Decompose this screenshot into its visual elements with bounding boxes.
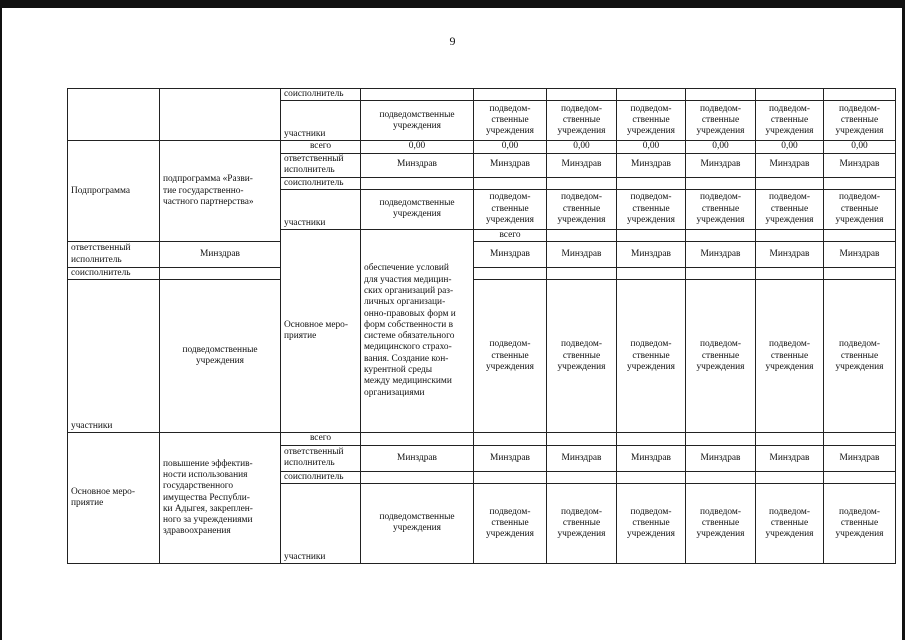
value-text-line: учреждения xyxy=(626,214,675,225)
value-text-line: учреждения xyxy=(195,356,244,367)
table-row xyxy=(68,280,896,433)
value-cell xyxy=(547,471,617,483)
value-text-line: учреждения xyxy=(626,529,675,540)
value-cell xyxy=(824,280,896,433)
value-minzdrav: Минздрав xyxy=(839,248,880,259)
value-cell xyxy=(474,445,547,471)
section-name xyxy=(160,141,281,242)
role-text-line: ответственный xyxy=(284,446,344,457)
role-uch xyxy=(281,483,361,563)
value-cell xyxy=(686,153,756,177)
value-text-line: учреждения xyxy=(557,214,606,225)
role-text-line: ответственный xyxy=(284,153,344,164)
value-text-line: учреждения xyxy=(835,214,884,225)
value-cell xyxy=(686,89,756,101)
value-cell xyxy=(474,471,547,483)
value-cell xyxy=(474,177,547,189)
value-cell xyxy=(617,268,686,280)
value-cell xyxy=(160,242,281,268)
name-line: личных организаци- xyxy=(364,297,446,308)
value-text-line: подведом- xyxy=(489,506,531,517)
type-line: приятие xyxy=(71,498,104,509)
value-text-line: подведом- xyxy=(561,103,602,114)
role-text-line: соисполнитель xyxy=(284,471,344,482)
value-text-line: подведомственные xyxy=(379,512,455,523)
value-zero: 0,00 xyxy=(408,141,426,152)
value-text-line: ственные xyxy=(701,203,740,214)
value-text-line: учреждения xyxy=(835,126,884,137)
name-line: ности использования xyxy=(163,469,248,480)
value-text-line: учреждения xyxy=(392,209,441,220)
value-text-line: учреждения xyxy=(696,362,745,373)
value-cell xyxy=(160,268,281,280)
value-cell xyxy=(824,433,896,445)
name-line: имущества Республи- xyxy=(163,492,250,503)
value-cell xyxy=(361,433,474,445)
scan-border-top xyxy=(0,0,905,8)
value-cell xyxy=(617,141,686,153)
name-line: онно-правовых форм и xyxy=(364,308,456,319)
value-minzdrav: Минздрав xyxy=(769,159,810,170)
value-text-line: подведом- xyxy=(561,192,602,203)
value-minzdrav: Минздрав xyxy=(700,452,741,463)
table-row xyxy=(68,89,896,101)
value-cell xyxy=(474,242,547,268)
value-cell xyxy=(756,280,824,433)
name-line: ного за учреждениями xyxy=(163,515,253,526)
value-text-line: подведомственные xyxy=(379,109,455,120)
role-text-line: всего xyxy=(309,141,332,152)
value-cell xyxy=(617,189,686,229)
value-cell xyxy=(361,89,474,101)
value-text-line: учреждения xyxy=(557,362,606,373)
value-cell xyxy=(686,101,756,141)
value-text-line: учреждения xyxy=(835,529,884,540)
value-cell xyxy=(756,483,824,563)
value-cell xyxy=(756,101,824,141)
role-text-line: всего xyxy=(499,229,521,240)
value-cell xyxy=(686,483,756,563)
value-zero: 0,00 xyxy=(642,141,660,152)
value-minzdrav: Минздрав xyxy=(561,248,602,259)
value-text-line: учреждения xyxy=(485,214,534,225)
value-cell xyxy=(756,177,824,189)
value-text-line: ственные xyxy=(491,517,529,528)
name-line: системе обязательного xyxy=(364,331,455,342)
value-cell xyxy=(756,153,824,177)
value-text-line: подведом- xyxy=(630,506,672,517)
role-otv xyxy=(281,445,361,471)
scan-border-left xyxy=(0,0,2,640)
value-cell xyxy=(474,153,547,177)
value-text-line: подведом- xyxy=(839,506,880,517)
name-line: организациями xyxy=(364,387,425,398)
value-cell xyxy=(686,242,756,268)
value-cell xyxy=(474,89,547,101)
name-line: ских организаций раз- xyxy=(364,286,454,296)
value-cell xyxy=(756,89,824,101)
table-body xyxy=(68,89,896,564)
value-minzdrav: Минздрав xyxy=(700,159,741,170)
value-cell xyxy=(756,471,824,483)
value-text-line: подведом- xyxy=(700,103,741,114)
value-cell xyxy=(824,141,896,153)
section-type xyxy=(281,229,361,433)
value-cell xyxy=(547,177,617,189)
value-text-line: ственные xyxy=(632,203,670,214)
role-text-line: участники xyxy=(284,129,326,139)
role-soisp xyxy=(68,268,160,280)
value-cell xyxy=(547,153,617,177)
value-text-line: учреждения xyxy=(392,523,441,534)
value-minzdrav: Минздрав xyxy=(700,248,741,259)
value-cell xyxy=(617,471,686,483)
value-cell xyxy=(617,483,686,563)
continued-type-cell xyxy=(68,89,160,141)
value-text-line: учреждения xyxy=(485,126,534,137)
role-uch xyxy=(68,280,160,433)
value-minzdrav: Минздрав xyxy=(490,248,530,259)
value-cell xyxy=(617,242,686,268)
value-text-line: подведом- xyxy=(769,192,810,203)
value-text-line: ственные xyxy=(840,517,879,528)
value-text-line: подведом- xyxy=(630,339,672,350)
value-cell xyxy=(756,242,824,268)
value-cell xyxy=(547,89,617,101)
value-text-line: учреждения xyxy=(557,126,606,137)
value-cell xyxy=(547,483,617,563)
table-row xyxy=(68,242,896,268)
page-number: 9 xyxy=(449,34,456,48)
value-cell xyxy=(756,141,824,153)
role-text-line: соисполнитель xyxy=(284,177,344,188)
value-text-line: ственные xyxy=(770,115,809,126)
value-text-line: ственные xyxy=(562,203,601,214)
role-text-line: исполнитель xyxy=(71,254,122,265)
value-cell xyxy=(617,433,686,445)
value-text-line: подведом- xyxy=(700,192,741,203)
table-row xyxy=(68,268,896,280)
value-text-line: ственные xyxy=(770,350,809,361)
role-vsego xyxy=(474,229,547,241)
value-text-line: ственные xyxy=(840,350,879,361)
value-cell xyxy=(756,268,824,280)
value-text-line: подведомственные xyxy=(182,345,258,356)
value-text-line: учреждения xyxy=(626,126,675,137)
value-cell xyxy=(474,189,547,229)
role-text-line: участники xyxy=(284,551,326,562)
value-cell xyxy=(686,189,756,229)
role-soisp xyxy=(281,177,361,189)
value-text-line: ственные xyxy=(770,517,809,528)
value-text-line: ственные xyxy=(632,115,670,126)
value-cell xyxy=(361,483,474,563)
value-minzdrav: Минздрав xyxy=(397,159,437,170)
name-line: ки Адыгея, закреплен- xyxy=(163,503,253,514)
name-line: повышение эффектив- xyxy=(163,458,253,469)
section-type xyxy=(68,141,160,242)
value-text-line: подведом- xyxy=(839,103,880,114)
role-text-line: исполнитель xyxy=(284,458,335,469)
name-line: вания. Создание кон- xyxy=(364,353,449,364)
value-zero: 0,00 xyxy=(851,141,868,152)
value-minzdrav: Минздрав xyxy=(561,452,602,463)
value-minzdrav: Минздрав xyxy=(490,452,530,463)
value-text-line: ственные xyxy=(491,203,529,214)
value-text-line: подведом- xyxy=(630,192,672,203)
value-cell xyxy=(547,101,617,141)
value-minzdrav: Минздрав xyxy=(561,159,602,170)
value-minzdrav: Минздрав xyxy=(839,159,880,170)
value-minzdrav: Минздрав xyxy=(769,452,810,463)
value-cell xyxy=(474,101,547,141)
value-text-line: ственные xyxy=(701,115,740,126)
name-line: подпрограмма «Разви- xyxy=(163,174,253,185)
value-cell xyxy=(617,229,686,241)
value-cell xyxy=(824,268,896,280)
value-zero: 0,00 xyxy=(501,141,519,152)
value-cell xyxy=(617,101,686,141)
value-text-line: подведом- xyxy=(839,192,880,203)
value-text-line: ственные xyxy=(491,350,529,361)
table-row xyxy=(68,141,896,153)
role-uch xyxy=(281,101,361,141)
value-text-line: учреждения xyxy=(765,214,814,225)
value-text-line: учреждения xyxy=(765,126,814,137)
value-cell xyxy=(824,483,896,563)
value-cell xyxy=(361,153,474,177)
value-cell xyxy=(361,445,474,471)
value-text-line: учреждения xyxy=(485,362,534,373)
role-uch xyxy=(281,189,361,229)
role-text-line: участники xyxy=(284,217,326,228)
role-text-line: всего xyxy=(309,433,332,444)
role-text-line: ответственный xyxy=(71,243,131,254)
name-line: тие государственно- xyxy=(163,185,244,196)
value-text-line: ственные xyxy=(562,350,601,361)
type-line: Основное меро- xyxy=(71,486,135,497)
type-line: Основное меро- xyxy=(284,319,348,330)
value-text-line: учреждения xyxy=(485,529,534,540)
value-text-line: ственные xyxy=(701,350,740,361)
value-text-line: подведом- xyxy=(839,339,880,350)
value-text-line: ственные xyxy=(770,203,809,214)
value-text-line: учреждения xyxy=(765,529,814,540)
name-line: между медицинскими xyxy=(364,376,452,387)
value-text-line: подведомственные xyxy=(379,198,455,209)
value-cell xyxy=(686,445,756,471)
value-minzdrav: Минздрав xyxy=(631,452,671,463)
value-minzdrav: Минздрав xyxy=(397,452,437,463)
value-cell xyxy=(617,445,686,471)
value-text-line: подведом- xyxy=(769,339,810,350)
role-otv xyxy=(68,242,160,268)
name-line: обеспечение условий xyxy=(364,263,449,274)
name-line: для участия медицин- xyxy=(364,274,452,285)
value-text-line: учреждения xyxy=(696,529,745,540)
value-cell xyxy=(474,268,547,280)
value-text-line: подведом- xyxy=(489,192,531,203)
value-cell xyxy=(824,242,896,268)
role-text-line: соисполнитель xyxy=(284,89,344,99)
value-cell xyxy=(824,471,896,483)
value-cell xyxy=(361,189,474,229)
value-text-line: ственные xyxy=(701,517,740,528)
role-vsego xyxy=(281,433,361,445)
value-cell xyxy=(686,433,756,445)
value-text-line: учреждения xyxy=(765,362,814,373)
section-name xyxy=(160,433,281,564)
name-line: здравоохранения xyxy=(163,526,231,537)
value-text-line: подведом- xyxy=(769,506,810,517)
section-name xyxy=(361,229,474,433)
value-text-line: ственные xyxy=(632,517,670,528)
value-text-line: учреждения xyxy=(696,214,745,225)
section-type xyxy=(68,433,160,564)
value-text-line: подведом- xyxy=(561,339,602,350)
value-cell xyxy=(617,177,686,189)
value-cell xyxy=(756,229,824,241)
value-minzdrav: Минздрав xyxy=(839,452,880,463)
value-text-line: ственные xyxy=(562,517,601,528)
value-cell xyxy=(824,229,896,241)
value-minzdrav: Минздрав xyxy=(490,159,530,170)
value-cell xyxy=(824,89,896,101)
role-text-line: исполнитель xyxy=(284,165,335,176)
value-minzdrav: Минздрав xyxy=(631,248,671,259)
value-text-line: ственные xyxy=(491,115,529,126)
value-text-line: подведом- xyxy=(769,103,810,114)
value-cell xyxy=(686,471,756,483)
value-minzdrav: Минздрав xyxy=(769,248,810,259)
value-cell xyxy=(474,280,547,433)
value-cell xyxy=(361,177,474,189)
value-cell xyxy=(474,433,547,445)
value-cell xyxy=(160,280,281,433)
value-text-line: учреждения xyxy=(696,126,745,137)
value-cell xyxy=(547,433,617,445)
value-cell xyxy=(824,189,896,229)
value-text-line: подведом- xyxy=(561,506,602,517)
value-text-line: учреждения xyxy=(557,529,606,540)
continued-name-cell xyxy=(160,89,281,141)
name-line: форм собственности в xyxy=(364,319,453,330)
value-text-line: ственные xyxy=(562,115,601,126)
value-cell xyxy=(547,189,617,229)
value-cell xyxy=(547,445,617,471)
value-zero: 0,00 xyxy=(573,141,590,152)
value-cell xyxy=(547,280,617,433)
value-cell xyxy=(617,89,686,101)
value-text-line: подведом- xyxy=(700,506,741,517)
value-cell xyxy=(474,483,547,563)
role-text-line: участники xyxy=(71,421,113,432)
value-cell xyxy=(756,189,824,229)
role-vsego xyxy=(281,141,361,153)
type-line: приятие xyxy=(284,331,317,342)
value-zero: 0,00 xyxy=(712,141,729,152)
value-text-line: учреждения xyxy=(835,362,884,373)
value-cell xyxy=(686,177,756,189)
value-cell xyxy=(361,471,474,483)
value-cell xyxy=(474,141,547,153)
value-cell xyxy=(547,268,617,280)
value-cell xyxy=(547,229,617,241)
value-text-line: подведом- xyxy=(489,339,531,350)
value-cell xyxy=(824,177,896,189)
name-line: курентной среды xyxy=(364,364,433,375)
program-table xyxy=(67,88,896,564)
value-cell xyxy=(547,242,617,268)
name-line: медицинского страхо- xyxy=(364,342,452,353)
value-cell xyxy=(686,280,756,433)
value-text-line: учреждения xyxy=(392,120,441,131)
value-minzdrav: Минздрав xyxy=(200,248,240,259)
value-text-line: учреждения xyxy=(626,362,675,373)
table-row xyxy=(68,433,896,445)
value-text-line: ственные xyxy=(840,203,879,214)
value-cell xyxy=(756,433,824,445)
value-text-line: подведом- xyxy=(700,339,741,350)
value-text-line: ственные xyxy=(840,115,879,126)
value-cell xyxy=(617,280,686,433)
value-cell xyxy=(756,445,824,471)
name-line: государственного xyxy=(163,481,234,492)
value-cell xyxy=(686,141,756,153)
value-cell xyxy=(361,101,474,141)
role-otv xyxy=(281,153,361,177)
value-cell xyxy=(686,229,756,241)
value-cell xyxy=(686,268,756,280)
value-text-line: ственные xyxy=(632,350,670,361)
role-text-line: соисполнитель xyxy=(71,268,131,279)
value-cell xyxy=(824,101,896,141)
value-cell xyxy=(361,141,474,153)
value-cell xyxy=(824,445,896,471)
value-cell xyxy=(547,141,617,153)
value-text-line: подведом- xyxy=(630,103,672,114)
value-cell xyxy=(617,153,686,177)
value-text-line: подведом- xyxy=(489,103,531,114)
role-soisp xyxy=(281,89,361,101)
role-soisp xyxy=(281,471,361,483)
value-cell xyxy=(824,153,896,177)
value-minzdrav: Минздрав xyxy=(631,159,671,170)
value-zero: 0,00 xyxy=(781,141,798,152)
name-line: частного партнерства» xyxy=(163,196,254,207)
type-line: Подпрограмма xyxy=(71,185,131,196)
